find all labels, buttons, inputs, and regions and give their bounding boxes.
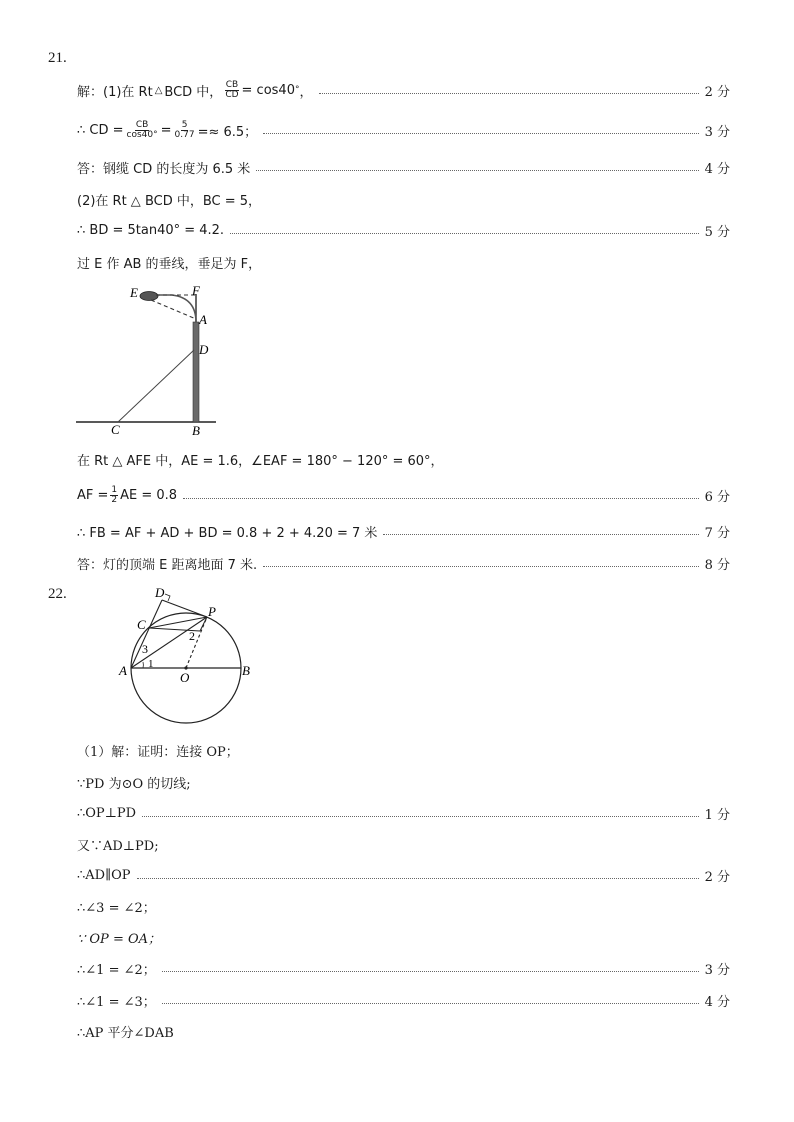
q21-line1 — [77, 79, 730, 101]
q22-l1-text: （1）解：证明：连接 OP； — [77, 744, 239, 760]
q22-l8-score: 3 分 — [704, 962, 730, 978]
q22-line1 — [77, 739, 730, 761]
q22-l10-text: ∴AP 平分∠DAB — [77, 1025, 174, 1041]
q21-line9 — [77, 520, 730, 542]
q22-line9 — [77, 989, 730, 1011]
leader-dots — [162, 971, 699, 972]
q21-l10-text: 答：灯的顶端 E 距离地面 7 米. — [77, 557, 258, 573]
q21-l2-end: =≈ 6.5； — [197, 124, 258, 140]
q21-l4-text: (2)在 Rt △ BCD 中，BC = 5， — [77, 193, 262, 209]
leader-dots — [383, 534, 698, 535]
q21-l5-score: 5 分 — [704, 224, 730, 240]
label-A: A — [199, 312, 207, 327]
q21-line7 — [77, 448, 730, 470]
q21-l8-fraction — [110, 486, 118, 505]
q22-line2 — [77, 771, 730, 793]
label-P: P — [208, 604, 216, 619]
label-D: D — [155, 585, 165, 600]
label-B: B — [192, 423, 200, 438]
q21-l1-frac-num: CB — [225, 79, 239, 90]
leader-dots — [162, 1003, 699, 1004]
leader-dots — [263, 133, 698, 134]
label-angle-3: 3 — [142, 642, 148, 656]
label-angle-1: 1 — [148, 658, 154, 670]
q21-l1-tri: △ — [154, 84, 163, 96]
q21-l2-score: 3 分 — [704, 124, 730, 140]
q21-l8-frac-num: 1 — [111, 484, 118, 495]
q21-l1-deg: ° — [294, 85, 300, 95]
label-C: C — [111, 422, 120, 437]
line-DP — [162, 600, 207, 617]
label-E: E — [130, 285, 138, 300]
q21-l5-text: ∴ BD = 5tan40° = 4.2. — [77, 222, 225, 238]
lamp-arm — [156, 295, 196, 322]
q21-line3 — [77, 156, 730, 178]
q21-line2 — [77, 119, 730, 141]
q22-line7 — [77, 926, 730, 948]
q21-l2-pre: ∴ CD = — [77, 122, 124, 138]
q21-line8 — [77, 484, 730, 506]
q21-line4 — [77, 188, 730, 210]
q21-l2-frac2-num: 5 — [181, 119, 188, 130]
label-F: F — [192, 283, 200, 298]
q21-l3-score: 4 分 — [704, 161, 730, 177]
q21-l8-pre: AF = — [77, 487, 109, 503]
label-angle-2: 2 — [189, 629, 195, 643]
q21-line6 — [77, 251, 730, 273]
q22-l6-text: ∴∠3 = ∠2； — [77, 900, 156, 916]
q21-l1-score: 2 分 — [704, 84, 730, 100]
q22-l4-text: 又∵AD⊥PD; — [77, 838, 159, 854]
lamp-pole — [193, 322, 199, 422]
q21-l1-frac-den: CD — [225, 89, 239, 100]
q21-line10 — [77, 552, 730, 574]
label-D: D — [199, 342, 209, 357]
q22-line6 — [77, 895, 730, 917]
q21-number: 21. — [48, 50, 67, 66]
leader-dots — [183, 498, 699, 499]
q21-l1-pre: 解：(1)在 Rt — [77, 84, 153, 100]
q21-l6-text: 过 E 作 AB 的垂线，垂足为 F， — [77, 256, 262, 272]
q21-l2-frac1-den: cos40° — [126, 129, 158, 140]
label-O: O — [180, 670, 190, 685]
q22-line8 — [77, 957, 730, 979]
q22-l2-text: ∵PD 为⊙O 的切线; — [77, 776, 191, 792]
q21-l1-fraction — [224, 81, 239, 100]
cable-CD — [118, 350, 194, 422]
leader-dots — [230, 233, 699, 234]
q21-l2-eq: = — [160, 122, 172, 138]
q21-l1-mid: BCD 中， — [164, 84, 223, 100]
q22-l7-text: ∵ OP = OA； — [77, 931, 162, 947]
q21-line5 — [77, 219, 730, 241]
q22-circle-figure — [112, 585, 272, 727]
q21-l8-end: AE = 0.8 — [120, 487, 178, 503]
q22-line4 — [77, 833, 730, 855]
q21-l7-text: 在 Rt △ AFE 中，AE = 1.6，∠EAF = 180° − 120° = 60°， — [77, 453, 444, 469]
q21-l9-score: 7 分 — [704, 525, 730, 541]
q21-l9-text: ∴ FB = AF + AD + BD = 0.8 + 2 + 4.20 = 7 米 — [77, 525, 378, 541]
label-C: C — [137, 617, 146, 632]
q22-l8-text: ∴∠1 = ∠2； — [77, 962, 156, 978]
leader-dots — [319, 93, 699, 94]
q21-l2-frac2-den: 0.77 — [174, 129, 195, 140]
label-A: A — [119, 663, 127, 678]
q21-l2-fraction1 — [126, 121, 159, 140]
lamp-head — [140, 292, 158, 301]
q21-l10-score: 8 分 — [704, 557, 730, 573]
q22-l9-text: ∴∠1 = ∠3； — [77, 994, 156, 1010]
q21-l2-fraction2 — [174, 121, 196, 140]
q22-l9-score: 4 分 — [704, 994, 730, 1010]
q21-l2-frac1-num: CB — [135, 119, 149, 130]
leader-dots — [137, 878, 699, 879]
leader-dots — [256, 170, 698, 171]
q21-l3-text: 答：钢缆 CD 的长度为 6.5 米 — [77, 161, 251, 177]
q22-line5 — [77, 864, 730, 886]
q22-line3 — [77, 802, 730, 824]
label-B: B — [242, 663, 250, 678]
q22-number: 22. — [48, 586, 67, 602]
q22-l5-score: 2 分 — [704, 869, 730, 885]
q22-line10 — [77, 1020, 730, 1042]
q22-l3-score: 1 分 — [704, 807, 730, 823]
q21-l8-frac-den: 2 — [111, 494, 118, 505]
q21-l1-eq: = cos40 — [241, 82, 295, 98]
q22-l3-text: ∴OP⊥PD — [77, 805, 137, 821]
q22-l5-text: ∴AD∥OP — [77, 867, 131, 883]
leader-dots — [142, 816, 699, 817]
q21-l1-end: ， — [299, 84, 313, 100]
q21-lamp-figure — [72, 282, 222, 438]
right-angle-mark — [165, 594, 170, 601]
q21-l8-score: 6 分 — [704, 489, 730, 505]
leader-dots — [263, 566, 698, 567]
